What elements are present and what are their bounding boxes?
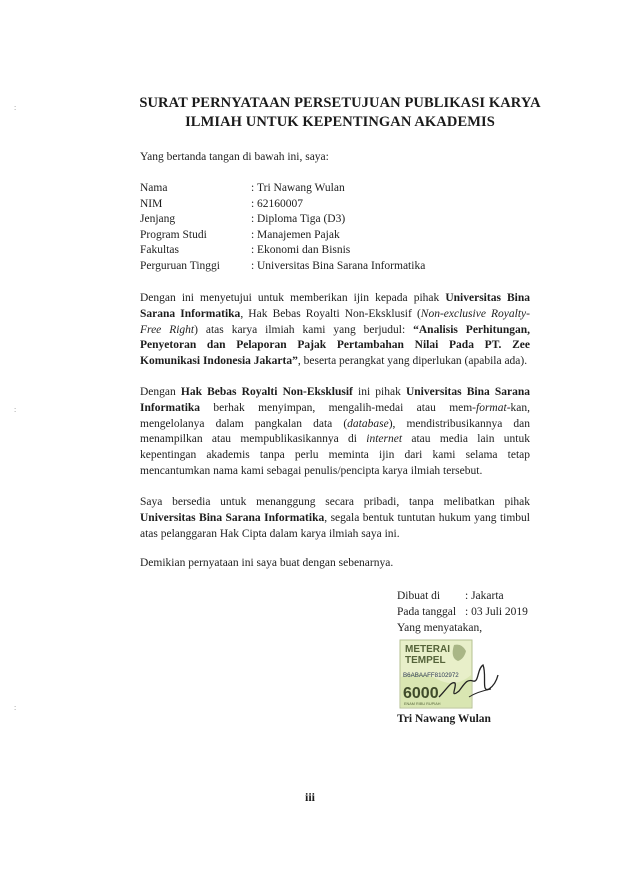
identity-label: Program Studi xyxy=(140,228,207,241)
identity-separator: : xyxy=(251,213,255,226)
identity-separator: : xyxy=(251,259,255,272)
identity-separator: : xyxy=(251,197,255,210)
para-italic: database xyxy=(347,417,389,430)
place-value: : Jakarta xyxy=(465,590,504,602)
signature-block xyxy=(397,589,528,636)
identity-separator: : xyxy=(251,182,255,194)
identity-label: Fakultas xyxy=(140,244,179,257)
para-text: Saya bersedia untuk menanggung secara pribadi, tanpa melibatkan pihak xyxy=(140,496,530,508)
place-label: Dibuat di xyxy=(397,590,441,602)
stamp-amount: 6000 xyxy=(403,685,439,702)
para-text: berhak menyimpan, mengalih-medai atau mem- xyxy=(200,401,477,414)
page-number: iii xyxy=(304,790,315,804)
identity-label: Perguruan Tinggi xyxy=(140,259,220,272)
para-text: -kan, mengelolanya dalam pangkalan data ( xyxy=(140,401,530,430)
identity-row-university xyxy=(140,259,425,275)
stamp-serial: B6ABAAFF8102972 xyxy=(403,672,459,679)
identity-value: Manajemen Pajak xyxy=(257,228,340,241)
closing-statement: Yang menyatakan, xyxy=(397,621,483,634)
identity-value: Universitas Bina Sarana Informatika xyxy=(257,259,426,272)
stamp-text-tempel: TEMPEL xyxy=(405,655,446,666)
para-text: ini pihak xyxy=(352,386,406,398)
identity-separator: : xyxy=(251,244,255,257)
identity-value: Ekonomi dan Bisnis xyxy=(257,244,351,257)
date-row xyxy=(397,605,528,621)
place-row xyxy=(397,589,528,605)
para-bold: Universitas Bina Sarana Informatika xyxy=(140,292,531,320)
title-line-2: ILMIAH UNTUK KEPENTINGAN AKADEMIS xyxy=(185,114,495,130)
identity-value: Tri Nawang Wulan xyxy=(257,182,345,194)
identity-label: NIM xyxy=(140,197,163,210)
duty-stamp xyxy=(399,639,499,709)
paragraph-liability xyxy=(140,495,530,542)
identity-row-name xyxy=(140,181,425,197)
stamp-amount-words: ENAM RIBU RUPIAH xyxy=(404,702,441,706)
para-text: Dengan ini menyetujui untuk memberikan ijin kepada pihak xyxy=(140,292,446,304)
identity-row-program xyxy=(140,228,425,244)
scan-margin-mark: : xyxy=(14,103,17,112)
para-italic: Non-exclusive Royalty-Free Right xyxy=(140,307,530,336)
identity-row-level xyxy=(140,212,425,228)
para-bold: Universitas Bina Sarana Informatika xyxy=(140,511,325,524)
para-italic: internet xyxy=(366,433,403,446)
signer-name: Tri Nawang Wulan xyxy=(397,713,491,725)
para-text: , Hak Bebas Royalti Non-Eksklusif ( xyxy=(240,307,421,320)
identity-table xyxy=(140,181,425,275)
paragraph-consent xyxy=(140,291,530,370)
identity-label: Nama xyxy=(140,182,168,194)
identity-value: 62160007 xyxy=(257,197,303,210)
scan-margin-mark: : xyxy=(14,703,17,712)
paragraph-closing: Demikian pernyataan ini saya buat dengan sebenarnya. xyxy=(140,557,394,569)
intro-text: Yang bertanda tangan di bawah ini, saya: xyxy=(140,151,329,163)
para-italic: format xyxy=(476,401,507,414)
title-line-1: SURAT PERNYATAAN PERSETUJUAN PUBLIKASI KARYA xyxy=(139,95,541,111)
identity-row-faculty xyxy=(140,243,425,259)
para-text: atau media lain untuk kepentingan akademis tanpa perlu meminta ijin dari kami selama tetap mencantumkan nama kami sebagai penulis/pencipta karya ilmiah tersebut. xyxy=(140,433,530,477)
date-value: : 03 Juli 2019 xyxy=(465,605,528,618)
document-title xyxy=(110,94,570,132)
para-text: , segala bentuk tuntutan hukum yang timbul atas pelanggaran Hak Cipta dalam karya ilmiah saya ini. xyxy=(140,511,530,540)
para-text: Dengan xyxy=(140,386,181,398)
para-bold: Hak Bebas Royalti Non-Eksklusif xyxy=(180,386,353,398)
stamp-text-meterai: METERAI xyxy=(405,644,450,655)
date-label: Pada tanggal xyxy=(397,605,457,618)
para-text: ) atas karya ilmiah kami yang berjudul: xyxy=(194,323,414,336)
para-bold: Universitas Bina Sarana Informatika xyxy=(140,386,530,414)
para-text: ), mendistribusikannya dan menampilkan atau mempublikasikannya di xyxy=(140,417,530,446)
identity-label: Jenjang xyxy=(140,213,176,226)
identity-value: Diploma Tiga (D3) xyxy=(257,213,346,226)
stamp-graphic xyxy=(399,639,499,709)
thesis-title: “Analisis Perhitungan, Penyetoran dan Pelaporan Pajak Pertambahan Nilai Pada PT. Zee Komunikasi Indonesia Jakarta” xyxy=(140,323,531,368)
para-text: , beserta perangkat yang diperlukan (apabila ada). xyxy=(297,355,528,368)
paragraph-rights xyxy=(140,385,530,480)
identity-separator: : xyxy=(251,228,255,241)
identity-row-nim xyxy=(140,197,425,213)
scan-margin-mark: : xyxy=(14,405,17,414)
